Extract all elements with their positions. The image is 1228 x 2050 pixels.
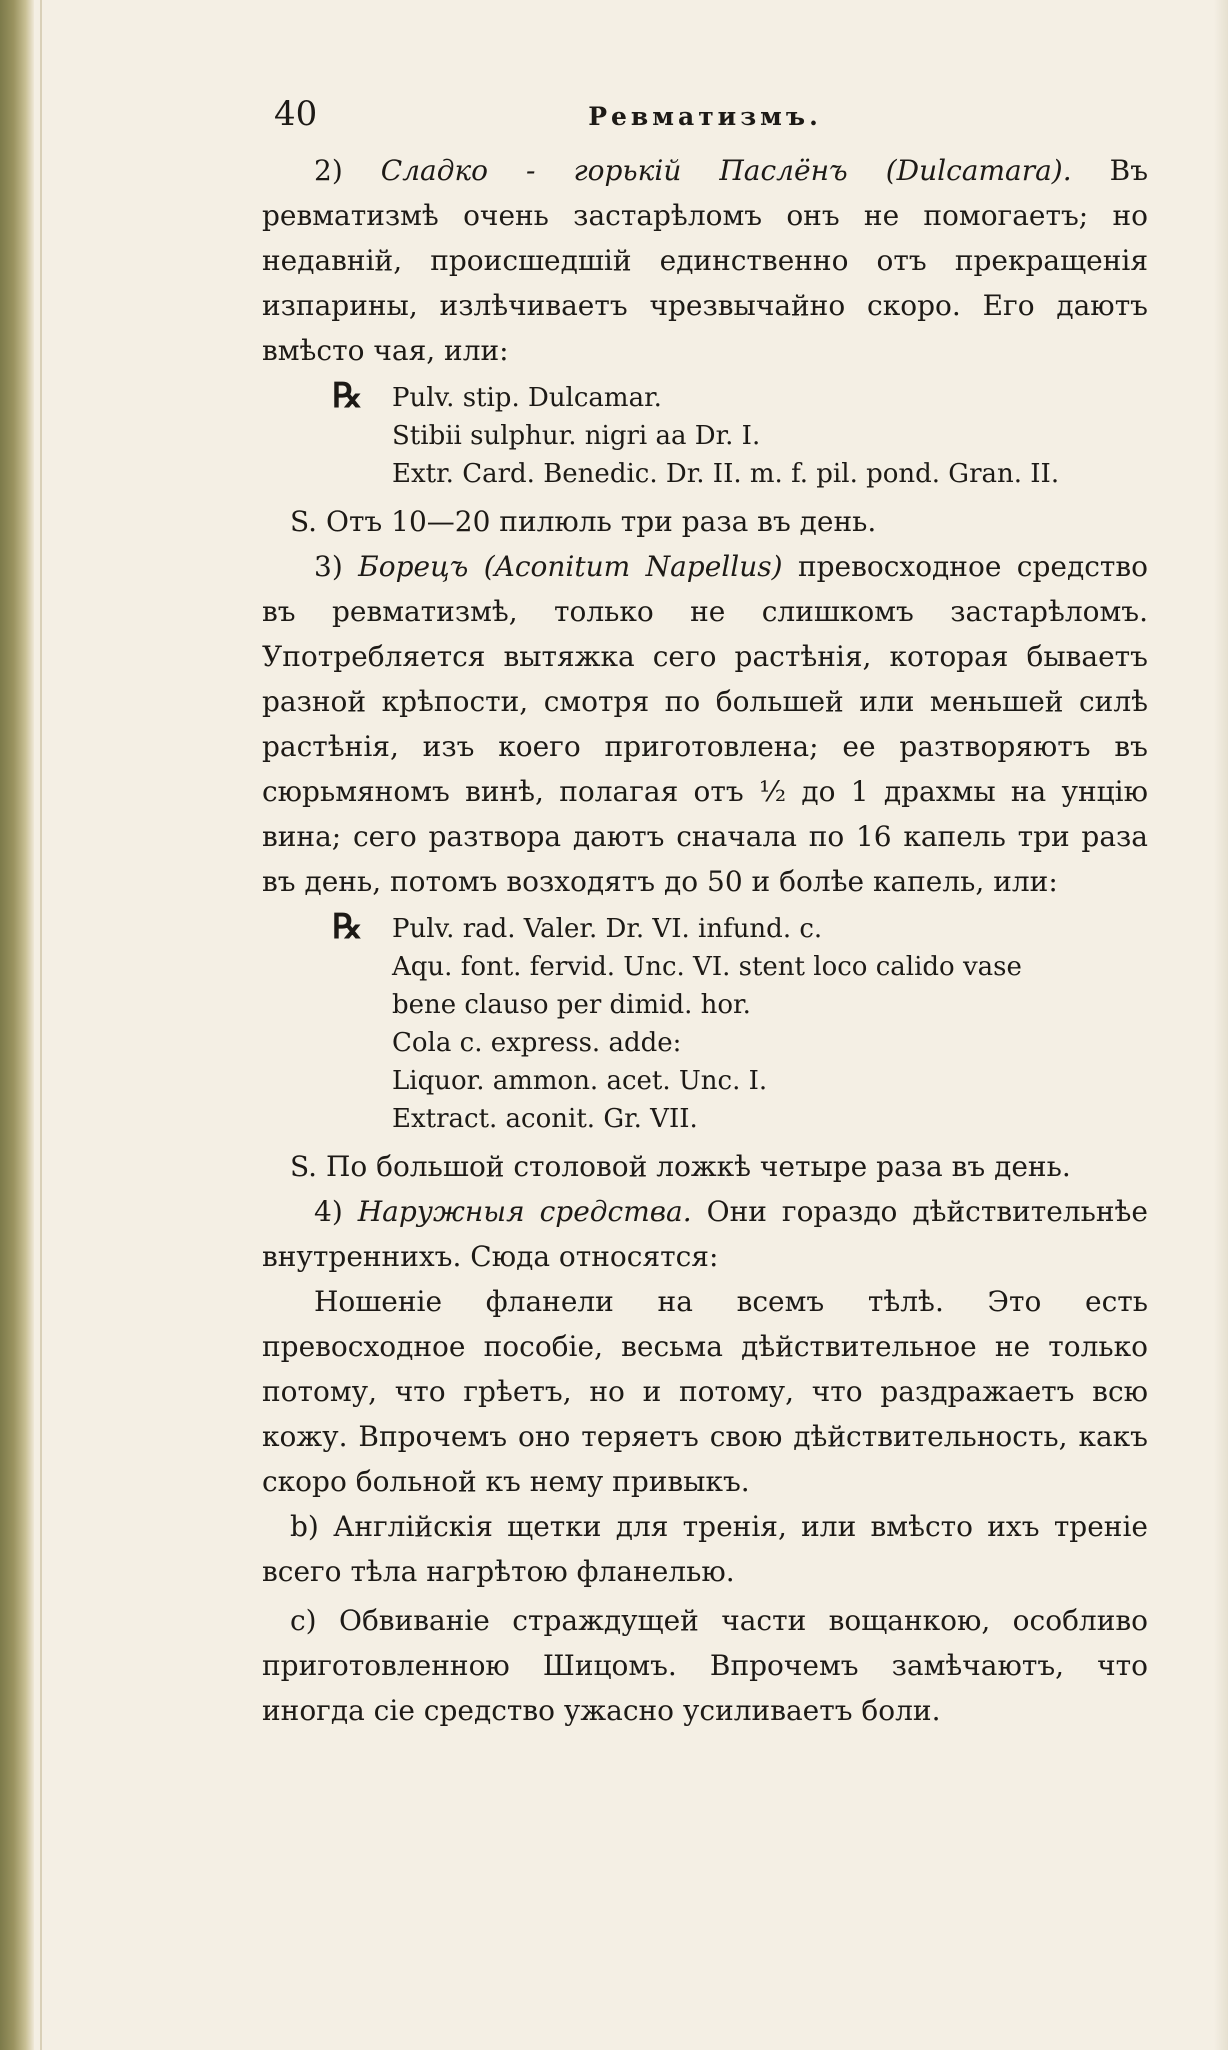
paragraph-c: c) Обвиваніе страждущей части вощанкою, особливо приготовленною Шицомъ. Впрочемъ замѣчаютъ, что иногда сіе средство ужасно усиливаетъ боли. (262, 1604, 1148, 1727)
page-content (262, 92, 1148, 1733)
section-number: 2) (314, 154, 343, 187)
section-number: 4) (314, 1195, 343, 1228)
recipe-symbol-icon: ℞ (332, 376, 363, 416)
paragraph-b: b) Англійскія щетки для тренія, или вмѣсто ихъ треніе всего тѣла нагрѣтою фланелью. (262, 1510, 1148, 1588)
page-header (262, 92, 1148, 148)
remedy-name: Наружныя средства. (357, 1195, 692, 1228)
signa-1: S. Отъ 10—20 пилюль три раза въ день. (290, 505, 877, 538)
rx-line: Stibii sulphur. nigri aa Dr. I. (392, 421, 761, 451)
rx-line: Aqu. font. fervid. Unc. VI. stent loco calido vase (392, 952, 1022, 982)
book-binding (0, 0, 34, 2050)
remedy-latin: (Dulcamara). (885, 154, 1072, 187)
remedy-name: Сладко - горькій Паслёнъ (380, 154, 848, 187)
section-number: 3) (314, 550, 343, 583)
recipe-symbol-icon: ℞ (332, 907, 363, 947)
rx-line: Extract. aconit. Gr. VII. (392, 1104, 698, 1134)
rx-line: Pulv. rad. Valer. Dr. VI. infund. c. (392, 914, 823, 944)
gutter-line (40, 0, 42, 2050)
signa-2: S. По большой столовой ложкѣ четыре раза въ день. (290, 1150, 1071, 1183)
section-3 (262, 544, 1148, 904)
rx-line: Cola c. express. adde: (392, 1028, 682, 1058)
running-title: Ревматизмъ. (588, 102, 822, 131)
section-text: Въ ревматизмѣ очень застарѣломъ онъ не помогаетъ; но недавній, происшедшій единственно отъ прекращенія изпарины, излѣчиваетъ чрезвычайно скоро. Его даютъ вмѣсто чая, или: (262, 154, 1149, 367)
section-4 (262, 1189, 1148, 1279)
section-text: превосходное средство въ ревматизмѣ, только не слишкомъ застарѣломъ. Употребляется вытяжка сего растѣнія, которая бываетъ разной крѣпости, смотря по большей или меньшей силѣ растѣнія, изъ коего приготовлена; ее разтворяютъ въ сюрьмяномъ винѣ, полагая отъ ½ до 1 драхмы на унцію вина; сего разтвора даютъ сначала по 16 капель три раза въ день, потомъ возходятъ до 50 и болѣе капель, или: (262, 550, 1148, 898)
prescription-2 (332, 907, 1148, 1138)
rx-line: Pulv. stip. Dulcamar. (392, 383, 662, 413)
prescription-1 (332, 376, 1148, 493)
rx-line: bene clauso per dimid. hor. (392, 990, 751, 1020)
remedy-latin: (Aconitum Napellus) (483, 550, 783, 583)
page-edge (1214, 0, 1228, 2050)
paragraph-flannel: Ношеніе фланели на всемъ тѣлѣ. Это есть превосходное пособіе, весьма дѣйствительное не только потому, что грѣетъ, но и потому, что раздражаетъ всю кожу. Впрочемъ оно теряетъ свою дѣйствительность, какъ скоро больной къ нему привыкъ. (262, 1285, 1148, 1498)
page-number: 40 (274, 94, 318, 134)
remedy-name: Борецъ (358, 550, 469, 583)
rx-line: Extr. Card. Benedic. Dr. II. m. f. pil. pond. Gran. II. (392, 459, 1060, 489)
section-text: Они гораздо дѣйствительнѣе внутреннихъ. Сюда относятся: (262, 1195, 1148, 1273)
rx-line: Liquor. ammon. acet. Unc. I. (392, 1066, 768, 1096)
section-2 (262, 148, 1148, 373)
